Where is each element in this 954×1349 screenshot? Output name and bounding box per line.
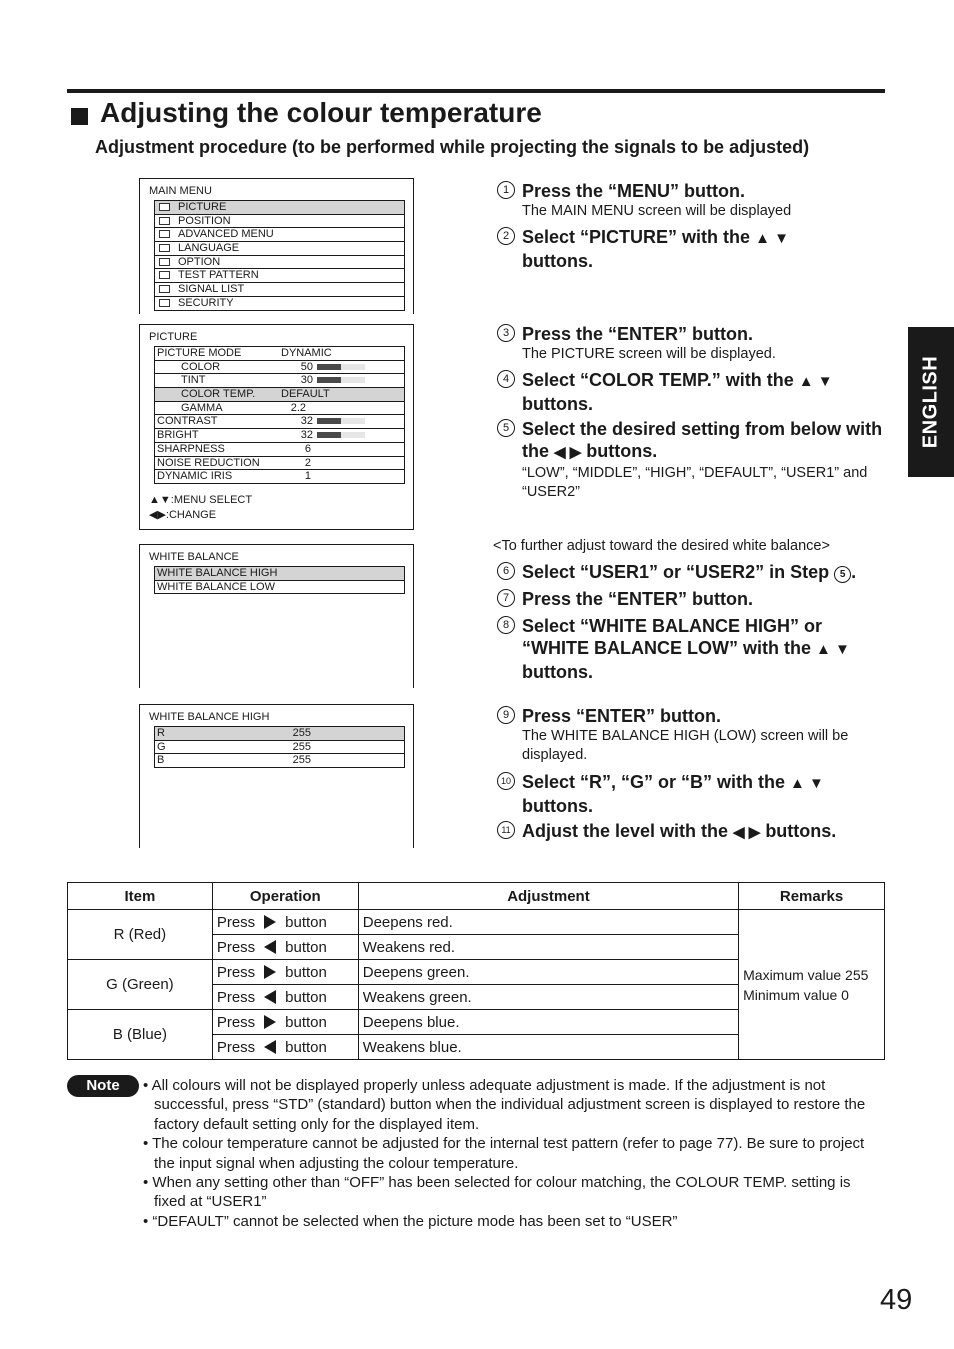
screen-title: MAIN MENU bbox=[149, 185, 212, 197]
adjustment-cell: Deepens blue. bbox=[358, 1010, 738, 1035]
adjustment-cell: Weakens red. bbox=[358, 935, 738, 960]
further-adjust-heading: <To further adjust toward the desired white balance> bbox=[493, 538, 830, 554]
note-item: • All colours will not be displayed properly unless adequate adjustment is made. If the adjustment is not successful, press “STD” (standard) button when the individual adjustment screen is displayed to restore the factory default setting only for the displayed item. bbox=[143, 1077, 866, 1133]
step-text: Select “PICTURE” with the bbox=[522, 227, 751, 247]
menu-item-security[interactable]: SECURITY bbox=[155, 297, 404, 310]
right-triangle-icon bbox=[264, 1015, 276, 1029]
step-suffix: buttons. bbox=[522, 394, 593, 414]
adjustment-cell: Deepens green. bbox=[358, 960, 738, 985]
operation-press-right: Press button bbox=[212, 910, 358, 935]
page-title: Adjusting the colour temperature bbox=[100, 97, 542, 128]
page-subtitle: Adjustment procedure (to be performed while projecting the signals to be adjusted) bbox=[95, 137, 810, 157]
step-number: 3 bbox=[497, 324, 515, 342]
change-hint: ◀▶:CHANGE bbox=[149, 509, 217, 521]
picture-icon bbox=[159, 203, 170, 211]
right-triangle-icon bbox=[264, 965, 276, 979]
position-icon bbox=[159, 217, 170, 225]
remarks-max: Maximum value 255 bbox=[743, 966, 869, 983]
adjustment-cell: Deepens red. bbox=[358, 910, 738, 935]
operation-press-left: Press button bbox=[212, 935, 358, 960]
right-triangle-icon bbox=[264, 915, 276, 929]
header-remarks: Remarks bbox=[739, 883, 885, 910]
rgb-list bbox=[154, 726, 405, 768]
note-item: • When any setting other than “OFF” has been selected for colour matching, the COLOUR TEMP. setting is fixed at “USER1” bbox=[143, 1174, 851, 1211]
step-number: 8 bbox=[497, 616, 515, 634]
up-down-arrows-icon: ▲ ▼ bbox=[815, 641, 850, 658]
operation-press-left: Press button bbox=[212, 985, 358, 1010]
step-suffix: buttons. bbox=[765, 821, 837, 841]
main-menu-screen bbox=[139, 178, 414, 314]
menu-item-white-balance-low[interactable]: WHITE BALANCE LOW bbox=[157, 580, 275, 593]
menu-item-white-balance-high[interactable]: WHITE BALANCE HIGH bbox=[155, 567, 404, 581]
white-balance-screen bbox=[139, 544, 414, 688]
page-number: 49 bbox=[880, 1284, 913, 1316]
operation-press-right: Press button bbox=[212, 1010, 358, 1035]
rgb-row-r[interactable]: R 255 bbox=[155, 727, 404, 741]
step-number: 11 bbox=[497, 821, 515, 839]
adjustment-cell: Weakens blue. bbox=[358, 1035, 738, 1060]
picture-screen bbox=[139, 324, 414, 530]
step-6: 6 Select “USER1” or “USER2” in Step 5 . bbox=[497, 561, 892, 583]
step-3 bbox=[497, 323, 892, 364]
step-11 bbox=[497, 820, 892, 844]
contrast-level-bar[interactable] bbox=[317, 418, 365, 424]
step-text: Select “USER1” or “USER2” in Step bbox=[522, 562, 830, 582]
picture-row-gamma[interactable]: GAMMA 2.2 bbox=[155, 402, 404, 416]
picture-row-picture-mode[interactable]: PICTURE MODE DYNAMIC bbox=[155, 347, 404, 361]
color-level-fill bbox=[317, 364, 341, 370]
operation-press-left: Press button bbox=[212, 1035, 358, 1060]
step-text: Press the “ENTER” button. bbox=[522, 589, 754, 609]
item-green: G (Green) bbox=[68, 960, 213, 1010]
picture-row-noise-reduction[interactable]: NOISE REDUCTION 2 bbox=[155, 457, 404, 471]
picture-row-contrast[interactable]: CONTRAST 32 bbox=[155, 415, 404, 429]
item-blue: B (Blue) bbox=[68, 1010, 213, 1060]
step-8 bbox=[497, 615, 892, 683]
step-text: Adjust the level with the bbox=[522, 821, 729, 841]
up-down-arrows-icon: ▲ ▼ bbox=[755, 230, 789, 247]
advanced-menu-icon bbox=[159, 230, 170, 238]
screen-title: WHITE BALANCE bbox=[149, 551, 239, 563]
header-adjustment: Adjustment bbox=[358, 883, 738, 910]
note-item: • The colour temperature cannot be adjusted for the internal test pattern (refer to page 77). Be sure to project the input signal when adjusting the colour temperature. bbox=[143, 1135, 865, 1172]
adjustment-table bbox=[67, 882, 885, 1060]
menu-select-hint: ▲▼:MENU SELECT bbox=[149, 494, 253, 506]
main-menu-list bbox=[154, 200, 405, 311]
operation-press-right: Press button bbox=[212, 960, 358, 985]
remarks-min: Minimum value 0 bbox=[743, 986, 849, 1003]
picture-row-bright[interactable]: BRIGHT 32 bbox=[155, 429, 404, 443]
header-item: Item bbox=[68, 883, 213, 910]
step-suffix: buttons. bbox=[522, 251, 593, 271]
step-number: 5 bbox=[497, 419, 515, 437]
left-triangle-icon bbox=[264, 1040, 276, 1054]
menu-item-advanced-menu[interactable]: ADVANCED MENU bbox=[155, 228, 404, 242]
step-text: Press the “MENU” button. bbox=[522, 181, 746, 201]
tint-level-bar[interactable] bbox=[317, 377, 365, 383]
picture-row-color-temp[interactable]: COLOR TEMP. DEFAULT bbox=[155, 388, 404, 402]
step-1 bbox=[497, 180, 892, 221]
option-icon bbox=[159, 258, 170, 266]
header-operation: Operation bbox=[212, 883, 358, 910]
screen-title: PICTURE bbox=[149, 331, 198, 343]
signal-list-icon bbox=[159, 285, 170, 293]
language-tab-label: ENGLISH bbox=[919, 355, 942, 449]
picture-row-sharpness[interactable]: SHARPNESS 6 bbox=[155, 443, 404, 457]
bright-level-fill bbox=[317, 432, 341, 438]
step-5 bbox=[497, 418, 892, 502]
step-number: 4 bbox=[497, 370, 515, 388]
screen-title: WHITE BALANCE HIGH bbox=[149, 711, 270, 723]
step-number: 9 bbox=[497, 706, 515, 724]
item-red: R (Red) bbox=[68, 910, 213, 960]
left-triangle-icon bbox=[264, 940, 276, 954]
step-text: Select the desired setting from below with the bbox=[522, 419, 883, 461]
menu-item-signal-list[interactable]: SIGNAL LIST bbox=[155, 283, 404, 297]
step-number: 10 bbox=[497, 772, 515, 790]
step-9 bbox=[497, 705, 892, 765]
remarks-cell bbox=[739, 910, 885, 1060]
bright-level-bar[interactable] bbox=[317, 432, 365, 438]
step-suffix: buttons. bbox=[522, 662, 593, 682]
table-header-row bbox=[68, 883, 885, 910]
step-text: Press the “ENTER” button. bbox=[522, 324, 754, 344]
white-balance-high-screen bbox=[139, 704, 414, 848]
left-triangle-icon bbox=[264, 990, 276, 1004]
note-item: • “DEFAULT” cannot be selected when the picture mode has been set to “USER” bbox=[143, 1212, 678, 1230]
contrast-level-fill bbox=[317, 418, 341, 424]
picture-row-tint[interactable]: TINT 30 bbox=[155, 374, 404, 388]
up-down-arrows-icon: ▲ ▼ bbox=[798, 373, 833, 390]
step-note: The WHITE BALANCE HIGH (LOW) screen will be displayed. bbox=[522, 728, 849, 763]
up-down-arrows-icon: ▲ ▼ bbox=[790, 775, 824, 792]
step-note: The PICTURE screen will be displayed. bbox=[522, 346, 776, 362]
menu-item-position[interactable]: POSITION bbox=[155, 215, 404, 229]
step-number: 2 bbox=[497, 227, 515, 245]
tint-level-fill bbox=[317, 377, 341, 383]
picture-row-dynamic-iris[interactable]: DYNAMIC IRIS 1 bbox=[157, 470, 311, 483]
step-suffix: buttons. bbox=[522, 796, 593, 816]
left-right-arrows-icon: ◀ ▶ bbox=[733, 824, 761, 841]
menu-item-language[interactable]: LANGUAGE bbox=[155, 242, 404, 256]
color-level-bar[interactable] bbox=[317, 364, 365, 370]
menu-item-option[interactable]: OPTION bbox=[155, 256, 404, 270]
step-number: 1 bbox=[497, 181, 515, 199]
step-10 bbox=[497, 771, 892, 817]
picture-menu-list bbox=[154, 346, 405, 484]
step-text: Select “R”, “G” or “B” with the bbox=[522, 772, 786, 792]
title-bullet-icon bbox=[71, 108, 88, 125]
rgb-row-g[interactable]: G 255 bbox=[155, 741, 404, 755]
step-number: 7 bbox=[497, 589, 515, 607]
step-reference: 5 bbox=[834, 566, 851, 583]
menu-item-picture[interactable]: PICTURE bbox=[155, 201, 404, 215]
picture-row-color[interactable]: COLOR 50 bbox=[155, 361, 404, 375]
step-text: Select “WHITE BALANCE HIGH” or “WHITE BALANCE LOW” with the bbox=[522, 616, 823, 658]
step-number: 6 bbox=[497, 562, 515, 580]
step-note: The MAIN MENU screen will be displayed bbox=[522, 203, 792, 219]
language-icon bbox=[159, 244, 170, 252]
adjustment-cell: Weakens green. bbox=[358, 985, 738, 1010]
step-text: Press “ENTER” button. bbox=[522, 706, 722, 726]
security-icon bbox=[159, 299, 170, 307]
step-text: Select “COLOR TEMP.” with the bbox=[522, 370, 794, 390]
left-right-arrows-icon: ◀ ▶ bbox=[554, 444, 582, 461]
step-note: “LOW”, “MIDDLE”, “HIGH”, “DEFAULT”, “USER1” and “USER2” bbox=[522, 465, 868, 500]
rgb-row-b[interactable]: B 255 bbox=[157, 754, 311, 767]
white-balance-list bbox=[154, 566, 405, 594]
table-row bbox=[68, 910, 885, 935]
step-suffix: buttons. bbox=[586, 441, 658, 461]
note-badge: Note bbox=[67, 1075, 139, 1097]
test-pattern-icon bbox=[159, 271, 170, 279]
step-2 bbox=[497, 226, 892, 272]
step-4 bbox=[497, 369, 892, 415]
top-rule bbox=[67, 89, 885, 93]
step-7 bbox=[497, 588, 892, 610]
menu-item-test-pattern[interactable]: TEST PATTERN bbox=[155, 269, 404, 283]
notes-list bbox=[143, 1076, 883, 1231]
